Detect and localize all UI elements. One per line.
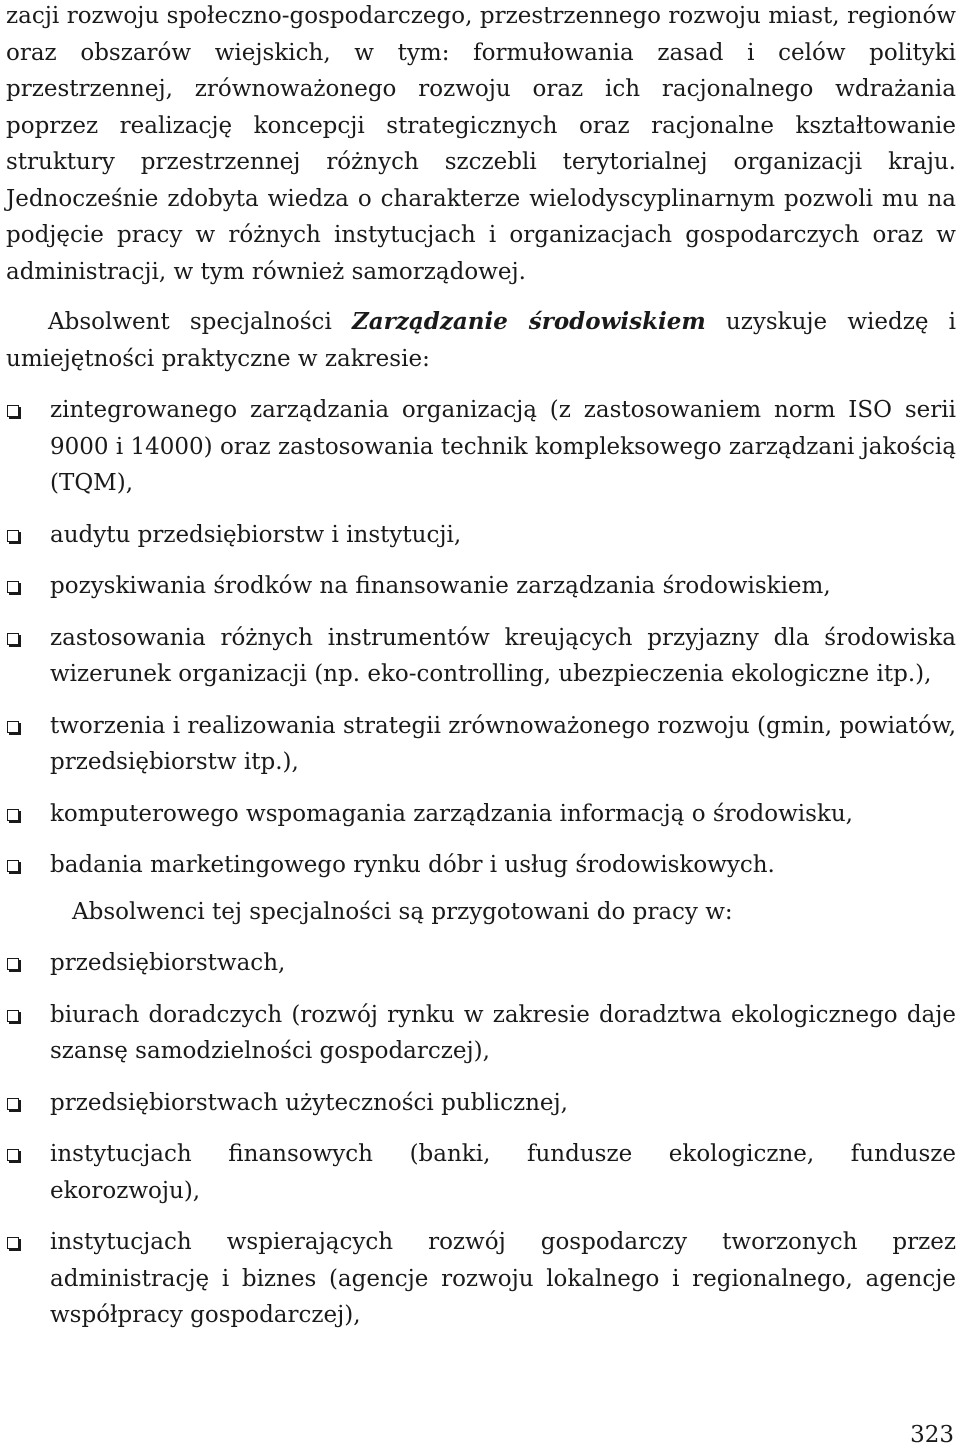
checkbox-square-icon bbox=[7, 1149, 19, 1161]
careers-heading: Absolwenci tej specjalności są przygotowani do pracy w: bbox=[72, 898, 733, 925]
checkbox-square-icon bbox=[7, 809, 19, 821]
list-item bbox=[6, 1085, 956, 1122]
list-item-text: przedsiębiorstwach użyteczności publicznej, bbox=[50, 1089, 568, 1116]
checkbox-square-icon bbox=[7, 860, 19, 872]
list-item-text: komputerowego wspomagania zarządzania informacją o środowisku, bbox=[50, 800, 853, 827]
checkbox-square-icon bbox=[7, 405, 19, 417]
checkbox-square-icon bbox=[7, 1010, 19, 1022]
checkbox-square-icon bbox=[7, 1237, 19, 1249]
skills-list bbox=[6, 392, 956, 884]
intro-paragraph: zacji rozwoju społeczno-gospodarczego, przestrzennego rozwoju miast, regionów oraz obszarów wiejskich, w tym: formułowania zasad i celów polityki przestrzennej, zrównoważonego rozwoju oraz ich racjonalnego wdrażania poprzez realizację koncepcji strategicznych oraz racjonalne kształtowanie struktury przestrzennej różnych szczebli terytorialnej organizacji kraju. Jednocześnie zdobyta wiedza o charakterze wielodyscyplinarnym pozwoli mu na podjęcie pracy w różnych instytucjach i organizacjach gospodarczych oraz w administracji, w tym również samorządowej. bbox=[6, 3, 956, 285]
list-item-text: zastosowania różnych instrumentów kreujących przyjazny dla środowiska wizerunek organizacji (np. eko-controlling, ubezpieczenia ekologiczne itp.), bbox=[50, 624, 956, 687]
page-number: 323 bbox=[910, 1422, 954, 1448]
list-item-text: tworzenia i realizowania strategii zrównoważonego rozwoju (gmin, powiatów, przedsiębiorstw itp.), bbox=[50, 712, 957, 775]
checkbox-square-icon bbox=[7, 1098, 19, 1110]
list-item-text: zintegrowanego zarządzania organizacją (z zastosowaniem norm ISO serii 9000 i 14000) oraz zastosowania technik kompleksowego zarządzani jakością (TQM), bbox=[50, 397, 956, 496]
list-item-text: audytu przedsiębiorstw i instytucji, bbox=[50, 521, 462, 548]
checkbox-square-icon bbox=[7, 633, 19, 645]
checkbox-square-icon bbox=[7, 581, 19, 593]
list-item bbox=[6, 847, 956, 884]
list-item bbox=[6, 796, 956, 833]
list-item bbox=[6, 1224, 956, 1334]
list-item bbox=[6, 517, 956, 554]
document-page bbox=[6, 0, 956, 1334]
list-item-text: badania marketingowego rynku dóbr i usług środowiskowych. bbox=[50, 852, 775, 878]
checkbox-square-icon bbox=[7, 530, 19, 542]
specialty-lead: Absolwent specjalności bbox=[48, 309, 352, 335]
specialty-name: Zarządzanie środowiskiem bbox=[351, 308, 706, 335]
list-item-text: instytucjach wspierających rozwój gospodarczy tworzonych przez administrację i biznes (agencje rozwoju lokalnego i regionalnego, agencje współpracy gospodarczej), bbox=[50, 1229, 956, 1328]
checkbox-square-icon bbox=[7, 721, 19, 733]
list-item bbox=[6, 1136, 956, 1209]
list-item-text: biurach doradczych (rozwój rynku w zakresie doradztwa ekologicznego daje szansę samodzielności gospodarczej), bbox=[50, 1001, 956, 1064]
list-item bbox=[6, 708, 956, 781]
specialty-paragraph bbox=[6, 304, 956, 377]
careers-list bbox=[6, 945, 956, 1334]
list-item bbox=[6, 945, 956, 982]
specialty-tail: uzyskuje wiedzę i umiejętności praktyczne w zakresie: bbox=[6, 309, 956, 372]
list-item bbox=[6, 392, 956, 502]
list-item-text: instytucjach finansowych (banki, fundusze ekologiczne, fundusze ekorozwoju), bbox=[50, 1141, 956, 1204]
list-item bbox=[6, 568, 956, 605]
list-item bbox=[6, 620, 956, 693]
checkbox-square-icon bbox=[7, 958, 19, 970]
list-item bbox=[6, 997, 956, 1070]
list-item-text: pozyskiwania środków na finansowanie zarządzania środowiskiem, bbox=[50, 573, 831, 599]
list-item-text: przedsiębiorstwach, bbox=[50, 950, 286, 976]
